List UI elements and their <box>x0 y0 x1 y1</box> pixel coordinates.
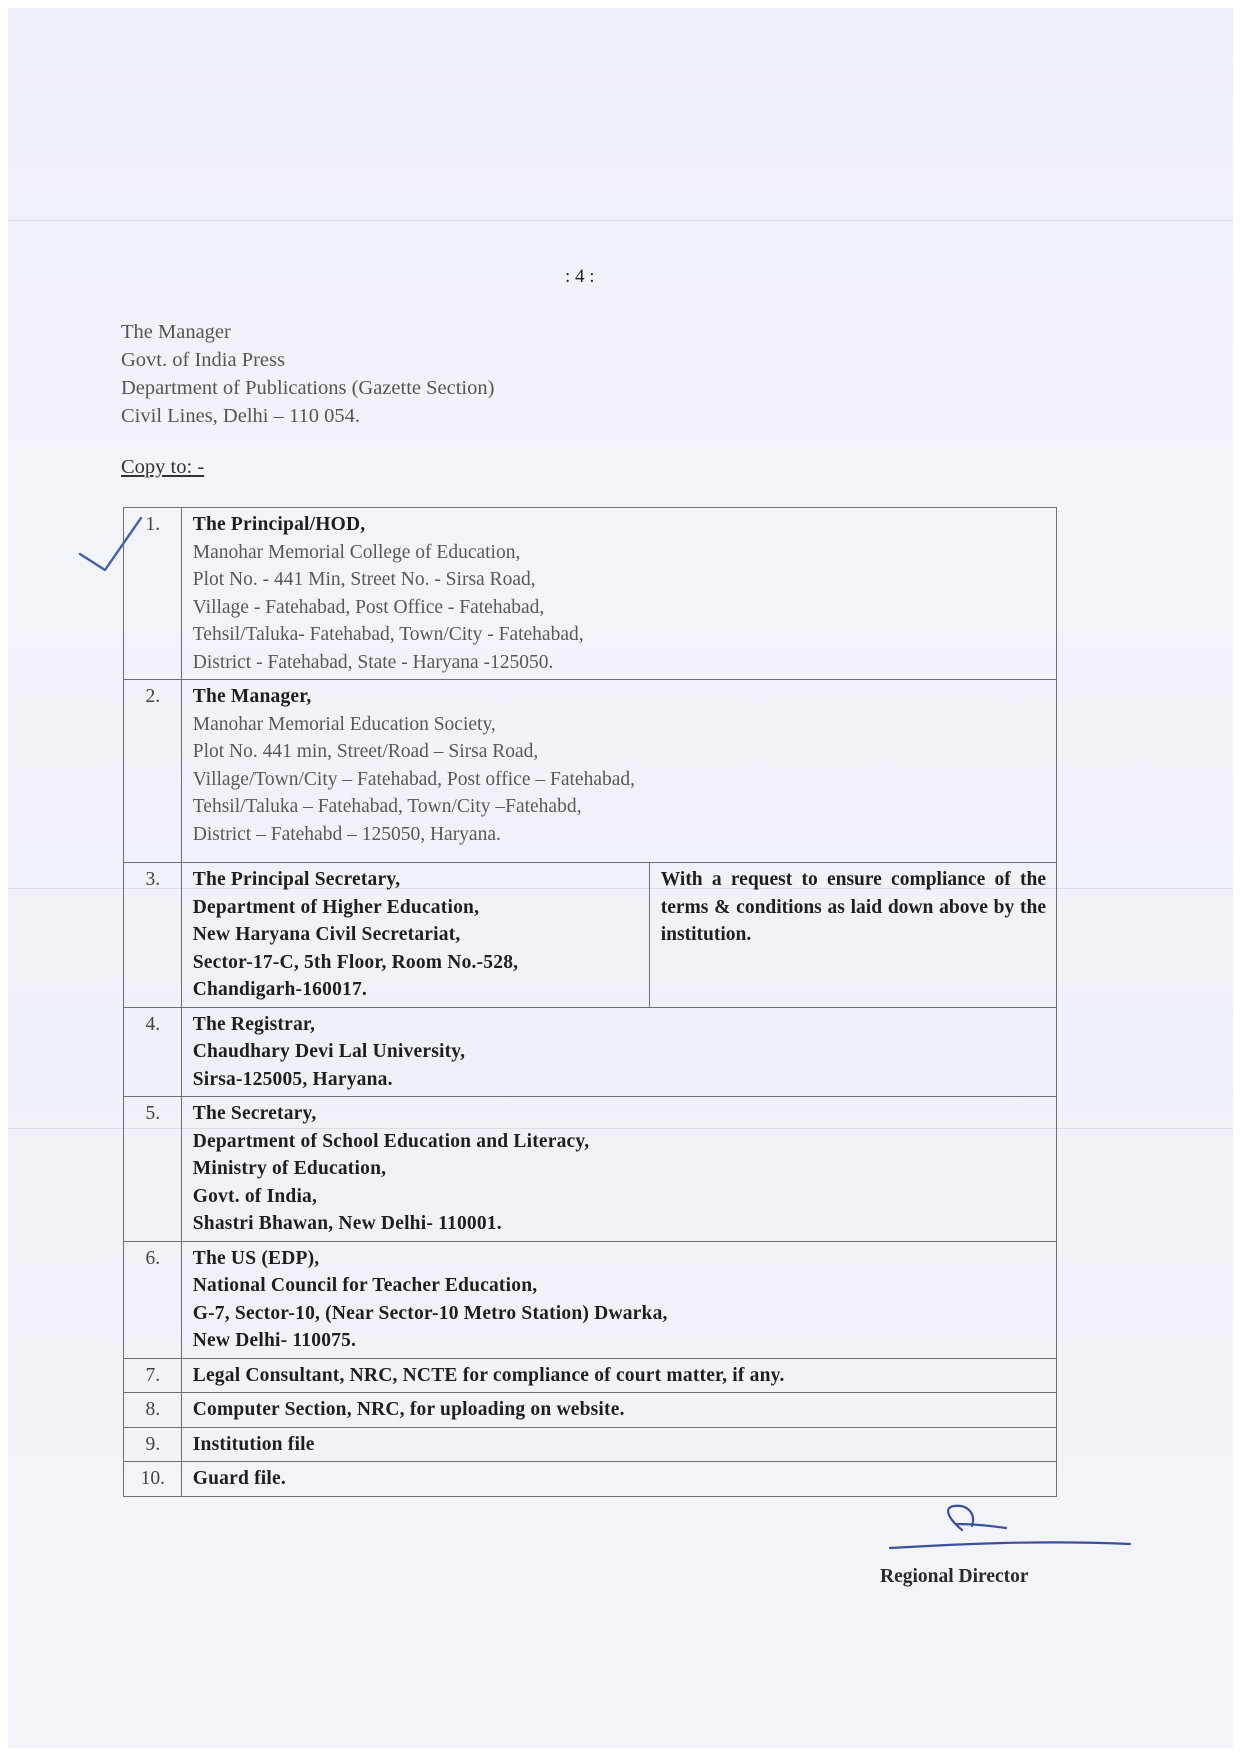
recipient-line: Plot No. 441 min, Street/Road – Sirsa Road, <box>192 741 539 762</box>
recipient-line: Tehsil/Taluka- Fatehabad, Town/City - Fatehabad, <box>192 624 584 645</box>
recipient-line: The US (EDP), <box>192 1247 320 1269</box>
recipient-cell <box>181 1358 1056 1393</box>
address-line: Department of Publications (Gazette Section) <box>121 377 495 399</box>
recipient-line: The Secretary, <box>192 1103 317 1124</box>
recipient-line: Ministry of Education, <box>192 1158 387 1179</box>
address-line: Civil Lines, Delhi – 110 054. <box>121 405 360 427</box>
recipient-cell <box>181 508 1056 680</box>
recipient-line: Chandigarh-160017. <box>192 979 367 1000</box>
recipient-line: Village/Town/City – Fatehabad, Post office – Fatehabad, <box>192 768 635 790</box>
row-number: 7. <box>124 1358 182 1393</box>
recipient-line: Tehsil/Taluka – Fatehabad, Town/City –Fatehabd, <box>192 796 582 817</box>
row-number: 9. <box>124 1427 182 1462</box>
table-row <box>124 1462 1057 1497</box>
recipient-line: Sirsa-125005, Haryana. <box>192 1068 393 1090</box>
address-line: Govt. of India Press <box>121 349 285 371</box>
recipient-line: Department of School Education and Literacy, <box>192 1130 590 1152</box>
row-number: 8. <box>124 1393 182 1428</box>
table-row <box>124 1097 1057 1242</box>
table-row <box>124 1358 1057 1393</box>
address-line: The Manager <box>121 321 231 343</box>
recipient-line: New Haryana Civil Secretariat, <box>192 924 461 945</box>
recipient-line: Manohar Memorial Education Society, <box>192 713 496 735</box>
recipient-cell <box>181 1097 1056 1242</box>
table-row <box>124 863 1057 1008</box>
row-number: 2. <box>124 680 182 863</box>
recipient-cell <box>181 1427 1056 1462</box>
recipient-cell <box>181 1241 1056 1358</box>
recipient-title: The Manager, <box>192 686 312 707</box>
table-row <box>124 1007 1057 1097</box>
recipient-cell <box>181 1393 1056 1428</box>
recipient-line: District – Fatehabd – 125050, Haryana. <box>192 823 501 845</box>
recipient-line: Computer Section, NRC, for uploading on website. <box>192 1399 625 1420</box>
table-row <box>124 1427 1057 1462</box>
handwritten-tick-icon <box>77 514 157 574</box>
recipient-line: Sector-17-C, 5th Floor, Room No.-528, <box>192 951 519 973</box>
paper-crease <box>8 220 1233 221</box>
row-number: 6. <box>124 1241 182 1358</box>
recipient-title: The Principal/HOD, <box>192 514 366 535</box>
table-row <box>124 508 1057 680</box>
table-row <box>124 1393 1057 1428</box>
recipient-line: Guard file. <box>192 1468 286 1489</box>
recipient-cell <box>181 680 1056 863</box>
recipient-line: Plot No. - 441 Min, Street No. - Sirsa Road, <box>192 569 536 590</box>
signatory-title: Regional Director <box>880 1566 1029 1587</box>
recipient-line: The Principal Secretary, <box>192 869 401 890</box>
row-number: 1. <box>124 508 182 680</box>
recipient-line: Manohar Memorial College of Education, <box>192 541 521 563</box>
recipient-cell <box>181 1007 1056 1097</box>
copy-distribution-table <box>123 507 1057 1497</box>
recipient-line: Village - Fatehabad, Post Office - Fatehabad, <box>192 596 545 618</box>
recipient-line: Chaudhary Devi Lal University, <box>192 1041 466 1062</box>
recipient-line: New Delhi- 110075. <box>192 1330 357 1351</box>
row-number: 10. <box>124 1462 182 1497</box>
row-number: 3. <box>124 863 182 1008</box>
recipient-line: Institution file <box>192 1433 315 1455</box>
table-row <box>124 1241 1057 1358</box>
recipient-line: The Registrar, <box>192 1013 316 1035</box>
signature-icon <box>880 1500 1140 1560</box>
recipient-line: Legal Consultant, NRC, NCTE for compliance of court matter, if any. <box>192 1364 785 1386</box>
copy-to-heading: Copy to: - <box>121 456 205 478</box>
compliance-remark: With a request to ensure compliance of the terms & conditions as laid down above by the institution. <box>649 863 1056 1008</box>
recipient-line: Govt. of India, <box>192 1185 318 1207</box>
recipient-line: G-7, Sector-10, (Near Sector-10 Metro Station) Dwarka, <box>192 1302 668 1324</box>
recipient-address <box>121 318 494 430</box>
row-number: 4. <box>124 1007 182 1097</box>
recipient-cell <box>181 1462 1056 1497</box>
recipient-line: Shastri Bhawan, New Delhi- 110001. <box>192 1213 502 1234</box>
page-number: : 4 : <box>565 266 595 287</box>
recipient-cell <box>181 863 649 1008</box>
table-row <box>124 680 1057 863</box>
row-number: 5. <box>124 1097 182 1242</box>
recipient-line: District - Fatehabad, State - Haryana -125050. <box>192 651 554 673</box>
recipient-line: Department of Higher Education, <box>192 896 480 918</box>
recipient-line: National Council for Teacher Education, <box>192 1275 538 1296</box>
